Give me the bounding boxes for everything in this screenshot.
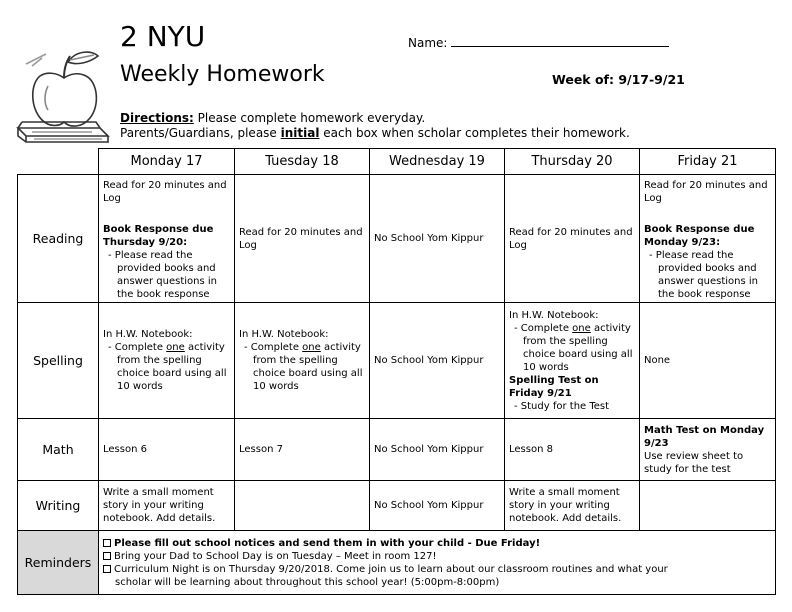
reminder-text-3: Curriculum Night is on Thursday 9/20/2018. Come join us to learn about our classroom routines and what your [114,563,668,575]
reading-friday[interactable] [640,175,776,303]
directions-initial: initial [280,126,320,140]
reminder-item-3 [103,563,771,576]
day-friday: Friday 21 [640,149,776,175]
math-friday-title: Math Test on Monday 9/23 [644,424,765,449]
spelling-row [18,303,776,419]
reading-monday-bullet: - Please read the [108,250,193,261]
spelling-thursday-one: one [572,322,591,334]
spelling-tuesday-rest: from the spelling choice board using all 10 words [253,355,363,392]
directions-line2-pre: Parents/Guardians, please [120,126,281,140]
spelling-wednesday[interactable]: No School Yom Kippur [370,303,505,419]
apple-books-icon [12,36,112,144]
spelling-tuesday-bullet [239,341,365,354]
spelling-tuesday-b1: - Complete [244,342,303,353]
name-field[interactable] [408,36,669,50]
name-blank[interactable] [451,37,669,47]
directions [120,111,630,141]
spelling-tuesday-title: In H.W. Notebook: [239,329,329,340]
row-label-writing: Writing [18,481,99,531]
spelling-monday-bullet [103,341,230,354]
reading-monday-title: Book Response due Thursday 9/20: [103,224,214,248]
row-label-math: Math [18,419,99,481]
checkbox-icon[interactable] [103,565,111,573]
day-thursday: Thursday 20 [505,149,640,175]
reading-monday-rest: provided books and answer questions in the book response [117,263,218,300]
checkbox-icon[interactable] [103,539,111,547]
day-header-row [18,149,776,175]
spelling-thursday-study: - Study for the Test [514,400,610,412]
spelling-thursday-b1-post: activity [590,322,631,334]
reminders-content [99,531,776,595]
reminder-item-2 [103,550,771,563]
reminder-text-3-cont: scholar will be learning about throughout this school year! (5:00pm-8:00pm) [115,576,500,588]
spelling-tuesday[interactable] [235,303,370,419]
math-wednesday[interactable]: No School Yom Kippur [370,419,505,481]
spelling-monday-one: one [166,342,185,353]
reminder-item-1 [103,537,771,550]
name-label: Name: [408,36,448,50]
reading-friday-title: Book Response due Monday 9/23: [644,224,755,248]
math-friday[interactable] [640,419,776,481]
reading-monday[interactable] [99,175,235,303]
math-thursday[interactable]: Lesson 8 [505,419,640,481]
spelling-thursday[interactable] [505,303,640,419]
reading-row [18,175,776,303]
directions-line1: Please complete homework everyday. [193,111,426,125]
spelling-thursday-bullet [509,322,635,335]
page-subtitle: Weekly Homework [120,62,325,87]
day-tuesday: Tuesday 18 [235,149,370,175]
reading-thursday[interactable]: Read for 20 minutes and Log [505,175,640,303]
writing-monday[interactable]: Write a small moment story in your writing notebook. Add details. [99,481,235,531]
writing-tuesday[interactable] [235,481,370,531]
corner-cell [18,149,99,175]
class-title: 2 NYU [120,20,206,53]
reminder-text-1: Please fill out school notices and send them in with your child - Due Friday! [114,537,541,549]
spelling-monday-rest: from the spelling choice board using all 10 words [117,355,227,392]
week-of: Week of: 9/17-9/21 [552,72,685,87]
reminder-text-2: Bring your Dad to School Day is on Tuesday – Meet in room 127! [114,550,437,562]
spelling-thursday-test: Spelling Test on Friday 9/21 [509,374,599,399]
day-wednesday: Wednesday 19 [370,149,505,175]
writing-thursday[interactable]: Write a small moment story in your writing notebook. Add details. [505,481,640,531]
math-tuesday[interactable]: Lesson 7 [235,419,370,481]
reading-friday-rest: provided books and answer questions in the book response [658,263,759,300]
spelling-monday-b1: - Complete [108,342,167,353]
day-monday: Monday 17 [99,149,235,175]
reading-friday-bullet: - Please read the [649,250,734,261]
reading-monday-log: Read for 20 minutes and Log [103,180,227,204]
reading-wednesday[interactable]: No School Yom Kippur [370,175,505,303]
checkbox-icon[interactable] [103,552,111,560]
homework-table [17,148,776,595]
row-label-spelling: Spelling [18,303,99,419]
spelling-thursday-rest: from the spelling choice board using all 10 words [523,335,633,373]
row-label-reading: Reading [18,175,99,303]
spelling-friday[interactable]: None [640,303,776,419]
writing-friday[interactable] [640,481,776,531]
math-monday[interactable]: Lesson 6 [99,419,235,481]
writing-row [18,481,776,531]
spelling-tuesday-b1-post: activity [320,342,361,353]
writing-wednesday[interactable]: No School Yom Kippur [370,481,505,531]
directions-line2-post: each box when scholar completes their homework. [319,126,630,140]
spelling-thursday-title: In H.W. Notebook: [509,309,599,321]
spelling-monday-b1-post: activity [184,342,225,353]
spelling-monday[interactable] [99,303,235,419]
math-friday-rest: Use review sheet to study for the test [644,450,744,475]
reading-tuesday[interactable]: Read for 20 minutes and Log [235,175,370,303]
spelling-thursday-b1: - Complete [514,322,573,334]
reminders-row [18,531,776,595]
math-row [18,419,776,481]
reading-friday-log: Read for 20 minutes and Log [644,180,768,204]
row-label-reminders: Reminders [18,531,99,595]
spelling-tuesday-one: one [302,342,321,353]
spelling-monday-title: In H.W. Notebook: [103,329,193,340]
directions-label: Directions: [120,111,194,125]
